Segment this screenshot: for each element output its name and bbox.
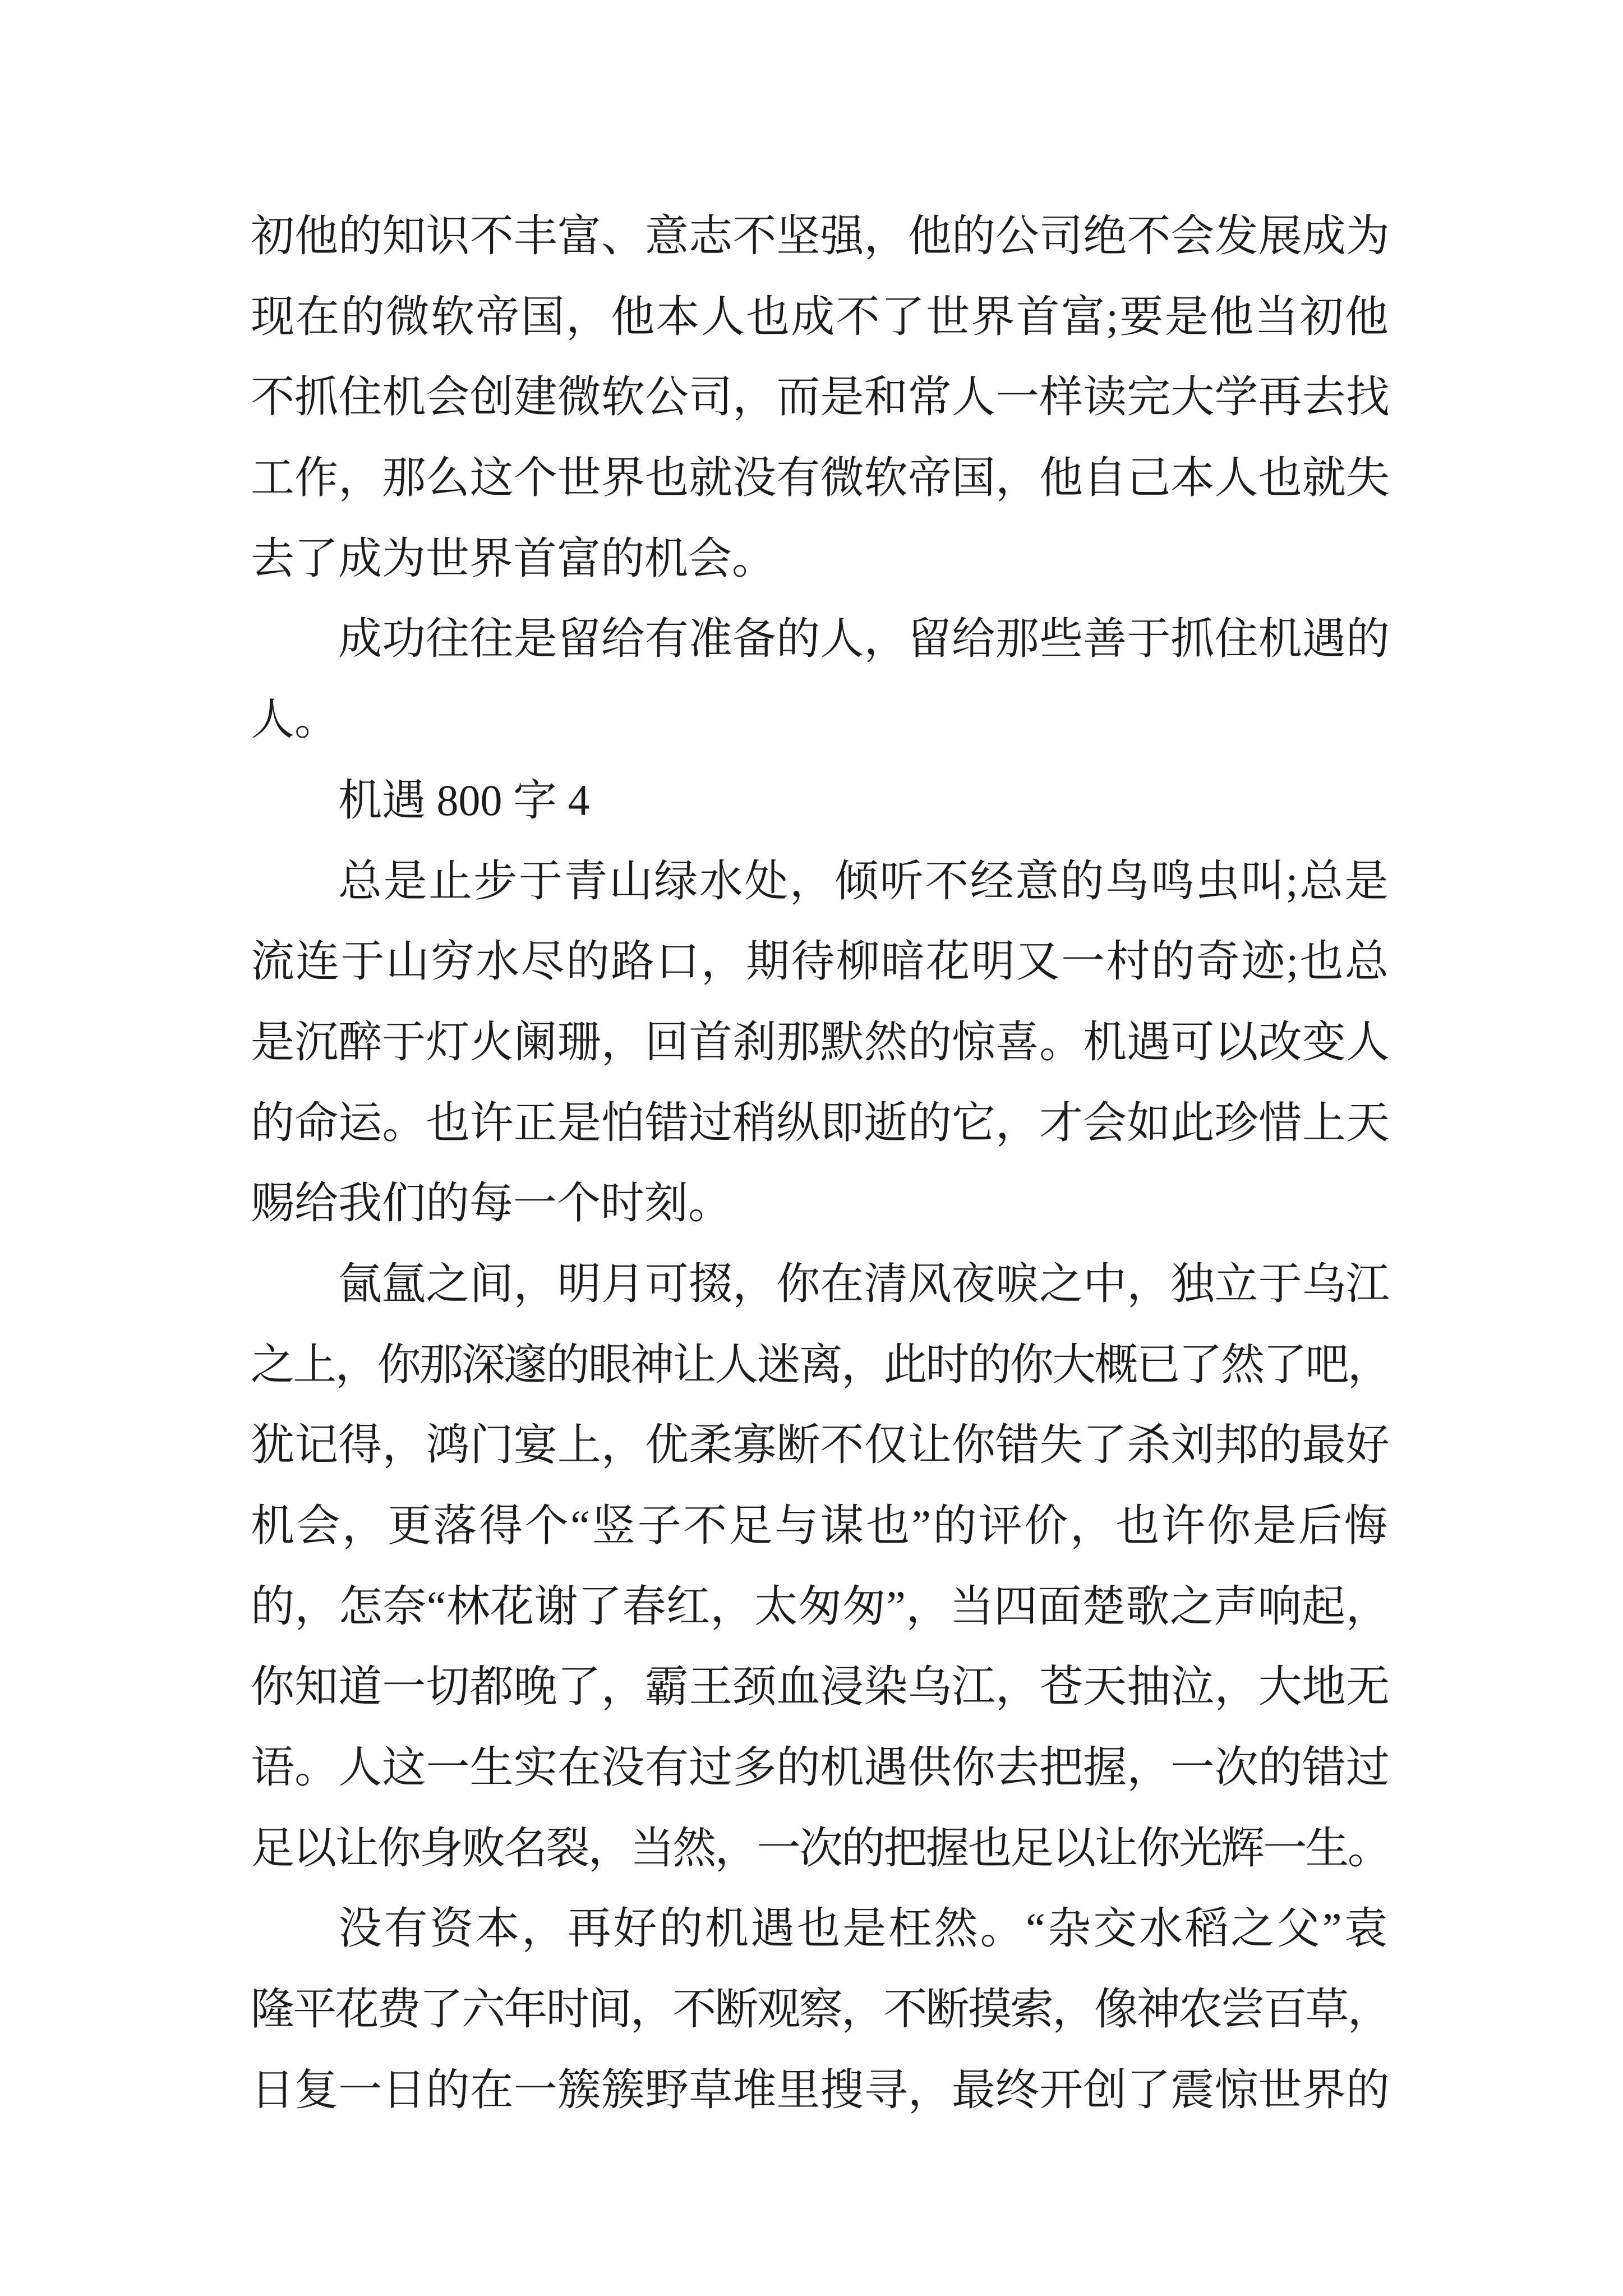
document-body [251,196,1390,2131]
line-text: 没有资本，再好的机遇也是枉然。“杂交水稻之父”袁 [338,1904,1390,1953]
line-text: 现在的微软帝国，他本人也成不了世界首富;要是他当初他 [251,292,1390,341]
line-text: 你知道一切都晚了，霸王颈血浸染乌江，苍天抽泣，大地无 [251,1662,1390,1711]
line-text: 犹记得，鸿门宴上，优柔寡断不仅让你错失了杀刘邦的最好 [251,1420,1390,1470]
text-line [251,1002,1390,1083]
line-text: 日复一日的在一簇簇野草堆里搜寻，最终开创了震惊世界的 [251,2065,1390,2114]
text-line [251,357,1390,438]
text-line [251,1405,1390,1485]
text-line [251,196,1390,277]
line-text: 人。 [251,695,339,744]
line-text: 总是止步于青山绿水处，倾听不经意的鸟鸣虫叫;总是 [338,856,1390,905]
text-line [251,1566,1390,1647]
text-line [251,277,1390,357]
line-text: 是沉醉于灯火阑珊，回首刹那默然的惊喜。机遇可以改变人 [251,1017,1390,1066]
text-line [251,438,1390,518]
line-text: 语。人这一生实在没有过多的机遇供你去把握，一次的错过 [251,1743,1390,1792]
line-text: 去了成为世界首富的机会。 [251,533,776,583]
text-line [251,1163,1390,1244]
text-line [251,921,1390,1002]
text-line [251,1083,1390,1163]
paragraph [251,1244,1390,1889]
paragraph [251,841,1390,1244]
line-text: 赐给我们的每一个时刻。 [251,1179,732,1228]
text-line [251,841,1390,922]
paragraph [251,599,1390,760]
line-text: 之上，你那深邃的眼神让人迷离，此时的你大概已了然了吧， [251,1340,1390,1389]
line-text: 足以让你身败名裂，当然，一次的把握也足以让你光辉一生。 [251,1823,1390,1872]
line-text: 的命运。也许正是怕错过稍纵即逝的它，才会如此珍惜上天 [251,1098,1390,1147]
text-line [251,599,1390,679]
paragraph [251,1888,1390,2130]
text-line [251,1485,1390,1566]
text-line [251,1888,1390,1969]
text-line [251,1646,1390,1727]
line-text: 流连于山穷水尽的路口，期待柳暗花明又一村的奇迹;也总 [251,937,1390,986]
text-line [251,518,1390,599]
text-line [251,1808,1390,1889]
section-heading [251,760,1390,841]
line-text: 成功往往是留给有准备的人，留给那些善于抓住机遇的 [338,614,1390,664]
text-line [251,1969,1390,2050]
text-line [251,2050,1390,2131]
line-text: 工作，那么这个世界也就没有微软帝国，他自己本人也就失 [251,453,1390,503]
text-line [251,1244,1390,1324]
line-text: 不抓住机会创建微软公司，而是和常人一样读完大学再去找 [251,372,1390,422]
line-text: 机会，更落得个“竖子不足与谋也”的评价，也许你是后悔 [251,1501,1390,1550]
line-text: 隆平花费了六年时间，不断观察，不断摸索，像神农尝百草， [251,1985,1390,2034]
text-line [251,1727,1390,1808]
text-line [251,1324,1390,1405]
text-line [251,679,1390,760]
line-text: 初他的知识不丰富、意志不坚强，他的公司绝不会发展成为 [251,211,1390,260]
section-heading-text: 机遇 800 字 4 [338,775,590,825]
paragraph [251,196,1390,599]
line-text: 氤氲之间，明月可掇，你在清风夜唳之中，独立于乌江 [338,1259,1390,1308]
line-text: 的，怎奈“林花谢了春红，太匆匆”，当四面楚歌之声响起， [251,1581,1390,1631]
